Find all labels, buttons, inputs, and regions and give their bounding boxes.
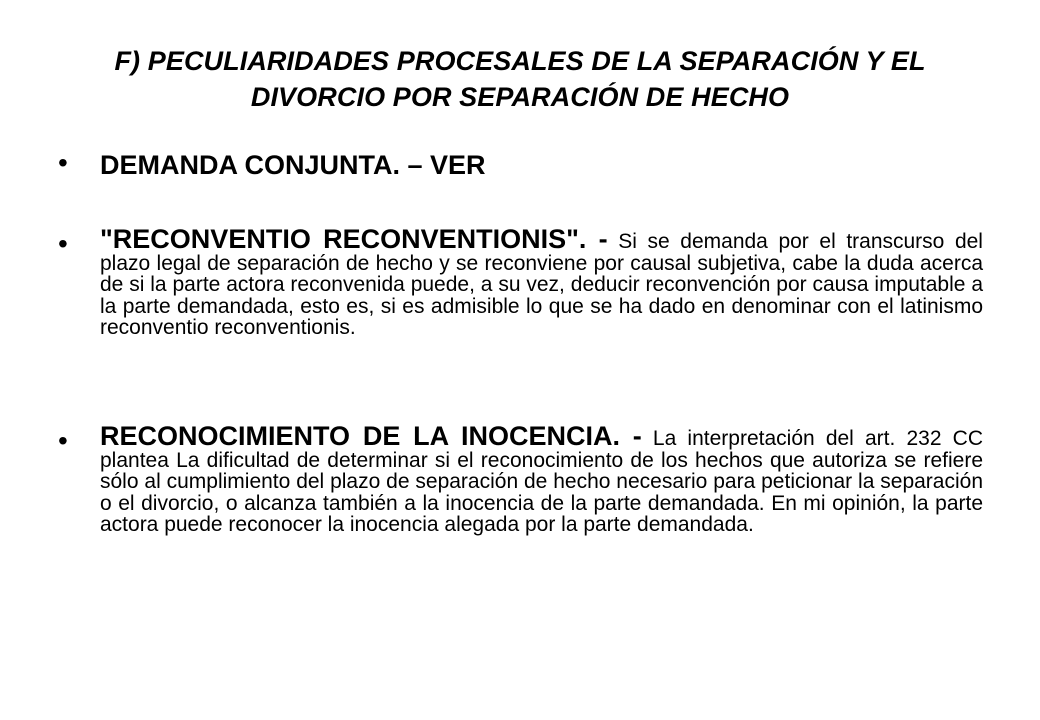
bullet-lead: RECONOCIMIENTO DE LA INOCENCIA. - [100, 421, 642, 451]
bullet-text [100, 150, 983, 180]
bullet-body: La interpretación del art. 232 CC plantea La dificultad de determinar si el reconocimiento de los hechos que autoriza se refiere sólo al cumplimiento del plazo de separación de hecho necesario para peticionar la separación o el divorcio, o alcanza también a la inocencia de la parte demandada. En mi opinión, la parte actora puede reconocer la inocencia alegada por la parte demandada. [100, 427, 984, 536]
bullet-item-reconocimiento [58, 421, 984, 536]
bullet-dot-icon: • [58, 228, 68, 259]
bullet-dot-icon: • [58, 147, 68, 178]
bullet-text [100, 224, 983, 339]
bullet-lead: DEMANDA CONJUNTA. – VER [100, 150, 486, 180]
bullet-body: Si se demanda por el transcurso del plazo legal de separación de hecho y se reconviene por causal subjetiva, cabe la duda acerca de si la parte actora reconvenida puede, a su vez, deducir reconvención por causa imputable a la parte demandada, esto es, si es admisible lo que se ha dado en denominar con el latinismo reconventio reconventionis. [100, 230, 983, 339]
bullet-text [100, 421, 984, 536]
bullet-item-reconventio [58, 224, 983, 339]
bullet-dot-icon: • [58, 425, 68, 456]
bullet-item-demanda-conjunta [58, 147, 983, 180]
slide-title: F) PECULIARIDADES PROCESALES DE LA SEPARACIÓN Y EL DIVORCIO POR SEPARACIÓN DE HECHO [114, 46, 926, 112]
bullet-lead: "RECONVENTIO RECONVENTIONIS". - [100, 224, 608, 254]
